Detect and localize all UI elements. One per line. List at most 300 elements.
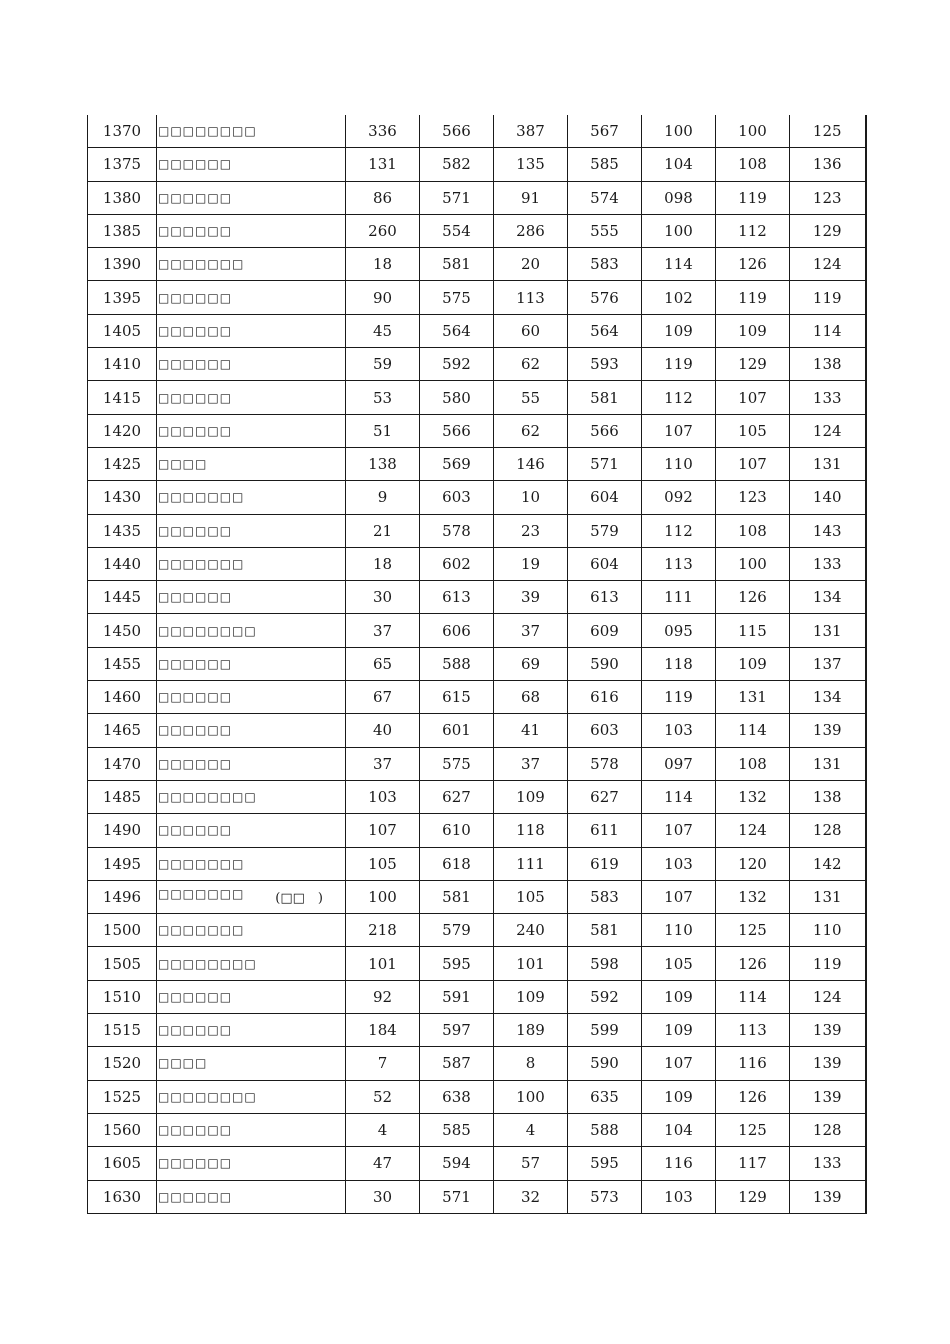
value-cell-c1: 59	[346, 348, 420, 381]
value-cell-c6: 116	[716, 1047, 790, 1080]
value-cell-c6: 119	[716, 181, 790, 214]
value-cell-c1: 131	[346, 148, 420, 181]
table-row	[88, 780, 866, 813]
value-cell-c6: 123	[716, 481, 790, 514]
value-cell-c5: 098	[642, 181, 716, 214]
name-text: □□□□□□	[158, 756, 233, 771]
value-cell-c7: 129	[790, 214, 866, 247]
value-cell-c6: 119	[716, 281, 790, 314]
value-cell-c2: 602	[420, 547, 494, 580]
value-cell-c2: 578	[420, 514, 494, 547]
value-cell-c5: 112	[642, 514, 716, 547]
code-cell: 1370	[88, 115, 157, 148]
value-cell-c5: 107	[642, 414, 716, 447]
value-cell-c3: 4	[494, 1113, 568, 1146]
table-row	[88, 281, 866, 314]
table-row	[88, 115, 866, 148]
value-cell-c3: 41	[494, 714, 568, 747]
name-cell	[157, 115, 346, 148]
value-cell-c6: 112	[716, 214, 790, 247]
name-text: □□□□□□	[158, 1156, 233, 1171]
name-cell	[157, 581, 346, 614]
value-cell-c5: 110	[642, 914, 716, 947]
value-cell-c2: 588	[420, 647, 494, 680]
value-cell-c5: 119	[642, 681, 716, 714]
code-cell: 1440	[88, 547, 157, 580]
code-cell: 1490	[88, 814, 157, 847]
code-cell: 1375	[88, 148, 157, 181]
name-text: □□□□□□	[158, 590, 233, 605]
value-cell-c3: 60	[494, 314, 568, 347]
value-cell-c3: 69	[494, 647, 568, 680]
value-cell-c1: 18	[346, 248, 420, 281]
value-cell-c6: 125	[716, 914, 790, 947]
table-row	[88, 1147, 866, 1180]
value-cell-c7: 124	[790, 248, 866, 281]
value-cell-c5: 107	[642, 814, 716, 847]
value-cell-c6: 129	[716, 1180, 790, 1213]
code-cell: 1380	[88, 181, 157, 214]
value-cell-c6: 107	[716, 447, 790, 480]
value-cell-c5: 103	[642, 714, 716, 747]
value-cell-c3: 62	[494, 348, 568, 381]
code-cell: 1405	[88, 314, 157, 347]
name-cell	[157, 514, 346, 547]
table-row	[88, 714, 866, 747]
value-cell-c6: 100	[716, 115, 790, 148]
code-cell: 1430	[88, 481, 157, 514]
code-cell: 1390	[88, 248, 157, 281]
value-cell-c2: 564	[420, 314, 494, 347]
code-cell: 1630	[88, 1180, 157, 1213]
value-cell-c1: 100	[346, 880, 420, 913]
value-cell-c4: 564	[568, 314, 642, 347]
value-cell-c5: 113	[642, 547, 716, 580]
value-cell-c7: 110	[790, 914, 866, 947]
value-cell-c3: 39	[494, 581, 568, 614]
table-row	[88, 414, 866, 447]
value-cell-c1: 184	[346, 1014, 420, 1047]
value-cell-c5: 100	[642, 115, 716, 148]
value-cell-c4: 595	[568, 1147, 642, 1180]
value-cell-c3: 37	[494, 614, 568, 647]
value-cell-c2: 610	[420, 814, 494, 847]
value-cell-c6: 105	[716, 414, 790, 447]
value-cell-c2: 580	[420, 381, 494, 414]
value-cell-c6: 108	[716, 747, 790, 780]
name-cell	[157, 947, 346, 980]
value-cell-c7: 125	[790, 115, 866, 148]
value-cell-c6: 115	[716, 614, 790, 647]
value-cell-c6: 108	[716, 148, 790, 181]
table-row	[88, 681, 866, 714]
value-cell-c5: 100	[642, 214, 716, 247]
value-cell-c7: 138	[790, 780, 866, 813]
value-cell-c2: 597	[420, 1014, 494, 1047]
value-cell-c2: 585	[420, 1113, 494, 1146]
value-cell-c5: 118	[642, 647, 716, 680]
value-cell-c6: 117	[716, 1147, 790, 1180]
value-cell-c7: 124	[790, 980, 866, 1013]
value-cell-c4: 619	[568, 847, 642, 880]
value-cell-c6: 126	[716, 1080, 790, 1113]
value-cell-c2: 638	[420, 1080, 494, 1113]
table-row	[88, 1113, 866, 1146]
name-text: □□□□□□□	[158, 557, 245, 571]
name-text: □□□□□□□□	[158, 623, 257, 638]
value-cell-c1: 21	[346, 514, 420, 547]
value-cell-c5: 092	[642, 481, 716, 514]
value-cell-c2: 581	[420, 880, 494, 913]
value-cell-c2: 554	[420, 214, 494, 247]
name-cell	[157, 1180, 346, 1213]
value-cell-c4: 635	[568, 1080, 642, 1113]
value-cell-c4: 603	[568, 714, 642, 747]
value-cell-c1: 4	[346, 1113, 420, 1146]
value-cell-c2: 618	[420, 847, 494, 880]
value-cell-c5: 111	[642, 581, 716, 614]
name-text: □□□□□□	[158, 390, 233, 405]
value-cell-c1: 53	[346, 381, 420, 414]
value-cell-c1: 65	[346, 647, 420, 680]
value-cell-c1: 103	[346, 780, 420, 813]
table-row	[88, 747, 866, 780]
table-row	[88, 914, 866, 947]
value-cell-c4: 581	[568, 381, 642, 414]
value-cell-c2: 566	[420, 414, 494, 447]
value-cell-c1: 92	[346, 980, 420, 1013]
value-cell-c7: 139	[790, 1047, 866, 1080]
table-row	[88, 880, 866, 913]
value-cell-c5: 116	[642, 1147, 716, 1180]
value-cell-c3: 109	[494, 980, 568, 1013]
table-row	[88, 1180, 866, 1213]
code-cell: 1485	[88, 780, 157, 813]
value-cell-c2: 571	[420, 1180, 494, 1213]
table-row	[88, 1080, 866, 1113]
value-cell-c6: 125	[716, 1113, 790, 1146]
value-cell-c4: 585	[568, 148, 642, 181]
value-cell-c6: 109	[716, 314, 790, 347]
table-row	[88, 514, 866, 547]
value-cell-c3: 105	[494, 880, 568, 913]
value-cell-c6: 109	[716, 647, 790, 680]
name-cell	[157, 148, 346, 181]
value-cell-c2: 627	[420, 780, 494, 813]
value-cell-c3: 109	[494, 780, 568, 813]
value-cell-c2: 581	[420, 248, 494, 281]
code-cell: 1510	[88, 980, 157, 1013]
value-cell-c4: 578	[568, 747, 642, 780]
code-cell: 1455	[88, 647, 157, 680]
value-cell-c1: 47	[346, 1147, 420, 1180]
name-text: □□□□	[158, 1056, 208, 1071]
name-text: □□□□□□	[158, 224, 233, 239]
value-cell-c4: 627	[568, 780, 642, 813]
name-cell	[157, 481, 346, 514]
value-cell-c4: 573	[568, 1180, 642, 1213]
value-cell-c7: 139	[790, 1080, 866, 1113]
name-text: □□□□□□	[158, 823, 233, 838]
value-cell-c5: 107	[642, 1047, 716, 1080]
code-cell: 1460	[88, 681, 157, 714]
value-cell-c3: 146	[494, 447, 568, 480]
name-cell	[157, 348, 346, 381]
value-cell-c4: 571	[568, 447, 642, 480]
code-cell: 1425	[88, 447, 157, 480]
name-text: □□□□□□	[158, 1123, 233, 1138]
value-cell-c7: 139	[790, 1014, 866, 1047]
value-cell-c4: 613	[568, 581, 642, 614]
value-cell-c4: 566	[568, 414, 642, 447]
name-cell	[157, 647, 346, 680]
table-row	[88, 547, 866, 580]
value-cell-c7: 119	[790, 947, 866, 980]
value-cell-c3: 57	[494, 1147, 568, 1180]
name-text: □□□□□□□	[158, 887, 245, 902]
code-cell: 1410	[88, 348, 157, 381]
value-cell-c5: 109	[642, 980, 716, 1013]
value-cell-c2: 571	[420, 181, 494, 214]
value-cell-c3: 32	[494, 1180, 568, 1213]
value-cell-c2: 575	[420, 747, 494, 780]
value-cell-c7: 133	[790, 381, 866, 414]
value-cell-c1: 30	[346, 1180, 420, 1213]
value-cell-c7: 131	[790, 747, 866, 780]
name-cell	[157, 381, 346, 414]
data-table	[87, 115, 867, 1214]
table-row	[88, 348, 866, 381]
value-cell-c7: 134	[790, 681, 866, 714]
value-cell-c5: 104	[642, 148, 716, 181]
table-row	[88, 614, 866, 647]
value-cell-c4: 588	[568, 1113, 642, 1146]
value-cell-c5: 112	[642, 381, 716, 414]
name-text: □□□□□□	[158, 423, 233, 438]
value-cell-c3: 118	[494, 814, 568, 847]
name-cell	[157, 681, 346, 714]
value-cell-c5: 110	[642, 447, 716, 480]
table-row	[88, 181, 866, 214]
value-cell-c4: 576	[568, 281, 642, 314]
value-cell-c2: 594	[420, 1147, 494, 1180]
value-cell-c1: 101	[346, 947, 420, 980]
name-text: □□□□	[158, 457, 208, 472]
name-text: □□□□□□	[158, 323, 233, 338]
table-row	[88, 481, 866, 514]
value-cell-c4: 598	[568, 947, 642, 980]
code-cell: 1445	[88, 581, 157, 614]
name-cell	[157, 1014, 346, 1047]
name-text: □□□□□□	[158, 523, 233, 538]
name-cell	[157, 1047, 346, 1080]
name-cell	[157, 414, 346, 447]
code-cell: 1525	[88, 1080, 157, 1113]
value-cell-c5: 109	[642, 1014, 716, 1047]
value-cell-c6: 131	[716, 681, 790, 714]
value-cell-c2: 603	[420, 481, 494, 514]
value-cell-c7: 134	[790, 581, 866, 614]
value-cell-c3: 37	[494, 747, 568, 780]
table-row	[88, 447, 866, 480]
table-row	[88, 947, 866, 980]
value-cell-c6: 129	[716, 348, 790, 381]
value-cell-c5: 107	[642, 880, 716, 913]
value-cell-c2: 579	[420, 914, 494, 947]
name-cell	[157, 314, 346, 347]
name-text: □□□□□□□	[158, 490, 245, 505]
value-cell-c5: 119	[642, 348, 716, 381]
name-cell	[157, 614, 346, 647]
table-row	[88, 381, 866, 414]
value-cell-c4: 590	[568, 647, 642, 680]
value-cell-c7: 142	[790, 847, 866, 880]
name-text: □□□□□□	[158, 656, 233, 671]
value-cell-c6: 114	[716, 980, 790, 1013]
code-cell: 1435	[88, 514, 157, 547]
value-cell-c5: 095	[642, 614, 716, 647]
value-cell-c6: 113	[716, 1014, 790, 1047]
code-cell: 1560	[88, 1113, 157, 1146]
table-body	[88, 115, 866, 1213]
value-cell-c5: 103	[642, 847, 716, 880]
value-cell-c2: 592	[420, 348, 494, 381]
code-cell: 1520	[88, 1047, 157, 1080]
name-text: □□□□□□□□	[158, 124, 257, 139]
name-text: □□□□□□	[158, 723, 233, 738]
value-cell-c6: 126	[716, 248, 790, 281]
name-text: □□□□□□	[158, 989, 233, 1004]
value-cell-c4: 583	[568, 880, 642, 913]
value-cell-c1: 218	[346, 914, 420, 947]
name-cell	[157, 847, 346, 880]
value-cell-c3: 68	[494, 681, 568, 714]
table-row	[88, 314, 866, 347]
name-cell	[157, 547, 346, 580]
value-cell-c6: 124	[716, 814, 790, 847]
value-cell-c2: 615	[420, 681, 494, 714]
name-cell	[157, 281, 346, 314]
name-cell	[157, 447, 346, 480]
value-cell-c3: 189	[494, 1014, 568, 1047]
value-cell-c7: 140	[790, 481, 866, 514]
value-cell-c1: 67	[346, 681, 420, 714]
code-cell: 1470	[88, 747, 157, 780]
value-cell-c4: 611	[568, 814, 642, 847]
value-cell-c1: 51	[346, 414, 420, 447]
code-cell: 1465	[88, 714, 157, 747]
value-cell-c7: 128	[790, 814, 866, 847]
value-cell-c1: 30	[346, 581, 420, 614]
name-note: (□□ )	[275, 891, 323, 907]
value-cell-c3: 100	[494, 1080, 568, 1113]
code-cell: 1420	[88, 414, 157, 447]
value-cell-c5: 103	[642, 1180, 716, 1213]
table-row	[88, 248, 866, 281]
name-text: □□□□□□	[158, 1189, 233, 1204]
value-cell-c5: 104	[642, 1113, 716, 1146]
name-cell	[157, 714, 346, 747]
value-cell-c7: 114	[790, 314, 866, 347]
value-cell-c3: 62	[494, 414, 568, 447]
value-cell-c7: 133	[790, 547, 866, 580]
name-cell	[157, 1147, 346, 1180]
value-cell-c7: 124	[790, 414, 866, 447]
value-cell-c6: 120	[716, 847, 790, 880]
code-cell: 1450	[88, 614, 157, 647]
value-cell-c7: 137	[790, 647, 866, 680]
value-cell-c1: 37	[346, 747, 420, 780]
value-cell-c5: 097	[642, 747, 716, 780]
value-cell-c4: 609	[568, 614, 642, 647]
value-cell-c4: 581	[568, 914, 642, 947]
value-cell-c5: 114	[642, 780, 716, 813]
value-cell-c2: 591	[420, 980, 494, 1013]
value-cell-c2: 575	[420, 281, 494, 314]
name-text: □□□□□□	[158, 690, 233, 705]
value-cell-c7: 131	[790, 447, 866, 480]
name-text: □□□□□□□□	[158, 790, 257, 805]
value-cell-c3: 113	[494, 281, 568, 314]
name-cell	[157, 814, 346, 847]
value-cell-c7: 128	[790, 1113, 866, 1146]
name-cell	[157, 248, 346, 281]
value-cell-c1: 18	[346, 547, 420, 580]
value-cell-c1: 45	[346, 314, 420, 347]
name-cell	[157, 914, 346, 947]
table-row	[88, 980, 866, 1013]
table-row	[88, 148, 866, 181]
value-cell-c2: 569	[420, 447, 494, 480]
value-cell-c1: 107	[346, 814, 420, 847]
value-cell-c1: 7	[346, 1047, 420, 1080]
value-cell-c5: 114	[642, 248, 716, 281]
value-cell-c6: 114	[716, 714, 790, 747]
value-cell-c1: 37	[346, 614, 420, 647]
value-cell-c4: 555	[568, 214, 642, 247]
value-cell-c4: 616	[568, 681, 642, 714]
name-cell	[157, 1080, 346, 1113]
value-cell-c6: 132	[716, 880, 790, 913]
value-cell-c7: 131	[790, 880, 866, 913]
value-cell-c7: 123	[790, 181, 866, 214]
name-cell	[157, 780, 346, 813]
value-cell-c3: 101	[494, 947, 568, 980]
name-cell	[157, 747, 346, 780]
value-cell-c4: 604	[568, 547, 642, 580]
value-cell-c1: 90	[346, 281, 420, 314]
value-cell-c5: 102	[642, 281, 716, 314]
value-cell-c4: 579	[568, 514, 642, 547]
value-cell-c2: 566	[420, 115, 494, 148]
value-cell-c3: 10	[494, 481, 568, 514]
code-cell: 1496	[88, 880, 157, 913]
name-text: □□□□□□	[158, 190, 233, 205]
value-cell-c5: 105	[642, 947, 716, 980]
value-cell-c3: 55	[494, 381, 568, 414]
value-cell-c6: 126	[716, 947, 790, 980]
code-cell: 1415	[88, 381, 157, 414]
value-cell-c4: 583	[568, 248, 642, 281]
value-cell-c4: 590	[568, 1047, 642, 1080]
value-cell-c2: 606	[420, 614, 494, 647]
value-cell-c2: 601	[420, 714, 494, 747]
value-cell-c6: 107	[716, 381, 790, 414]
value-cell-c2: 582	[420, 148, 494, 181]
table-row	[88, 1047, 866, 1080]
value-cell-c1: 86	[346, 181, 420, 214]
value-cell-c6: 132	[716, 780, 790, 813]
